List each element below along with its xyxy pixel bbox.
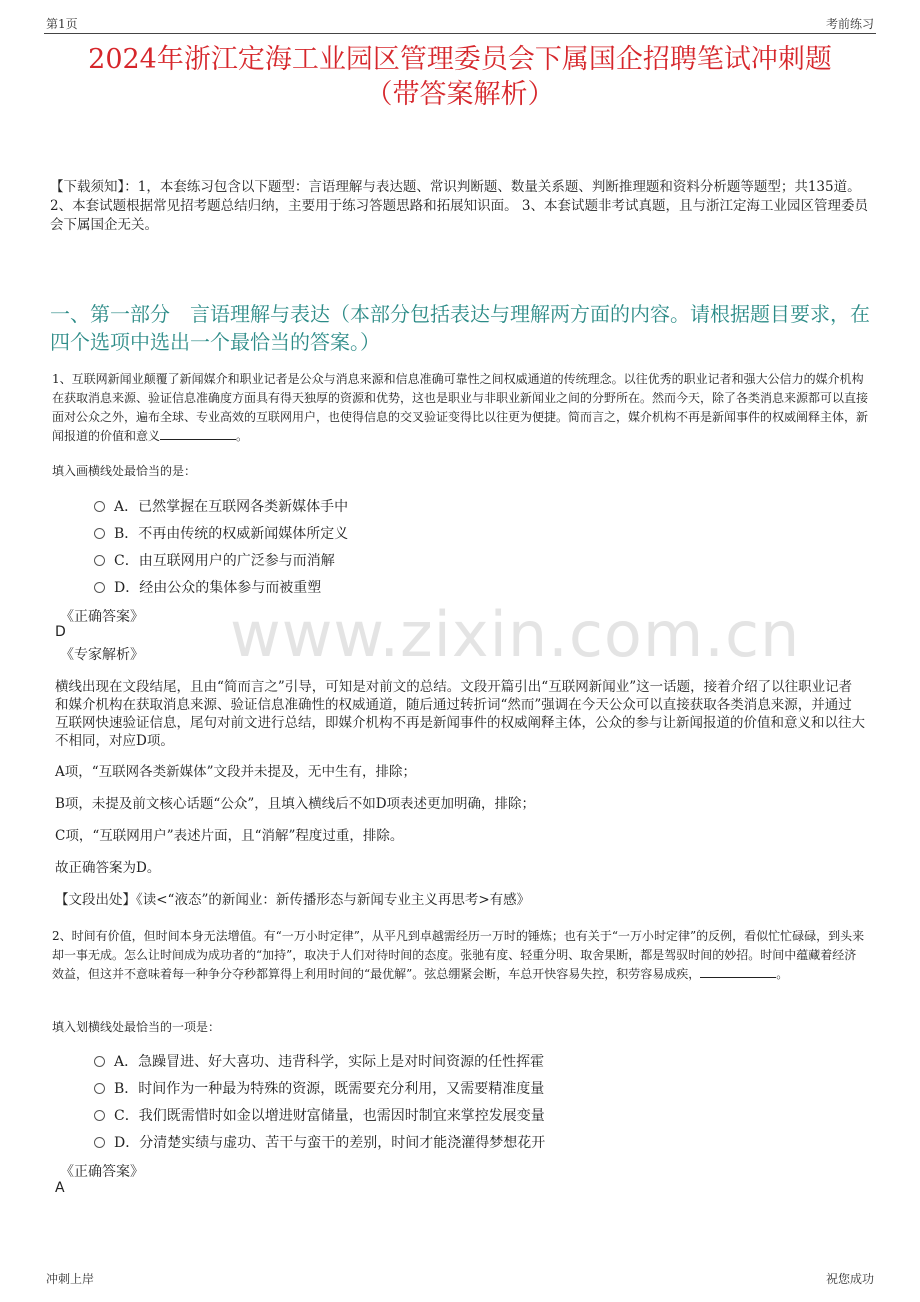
radio-icon[interactable]: [94, 1110, 105, 1121]
question-1-option-a[interactable]: A．已然掌握在互联网各类新媒体手中: [94, 496, 348, 516]
fill-blank: [700, 965, 776, 978]
question-2-option-c[interactable]: C．我们既需惜时如金以增进财富储量，也需因时制宜来掌控发展变量: [94, 1105, 545, 1125]
analysis-option-a: A项，“互联网各类新媒体”文段并未提及，无中生有，排除；: [55, 764, 417, 780]
question-2-option-b[interactable]: B．时间作为一种最为特殊的资源，既需要充分利用，又需要精准度量: [94, 1078, 544, 1098]
fill-blank: [160, 427, 236, 440]
analysis-option-c: C项，“互联网用户”表述片面，且“消解”程度过重，排除。: [55, 828, 404, 844]
download-notice: 【下载须知】：1，本套练习包含以下题型：言语理解与表达题、常识判断题、数量关系题、判断推理题和资料分析题等题型；共135道。 2、本套试题根据常见招考题总结归纳，主要用于练习答题思路和拓展知识面。 3、本套试题非考试真题，且与浙江定海工业园区管理委员会下属国企无关。: [50, 179, 868, 233]
page-header: [44, 13, 876, 34]
answer-label: 《正确答案》: [60, 1164, 144, 1180]
watermark: www.zixin.com.cn: [230, 598, 801, 671]
question-2-body: 2、时间有价值，但时间本身无法增值。有“一万小时定律”，从平凡到卓越需经历一万时的锤炼；也有关于“一万小时定律”的反例，看似忙忙碌碌，到头来却一事无成。怎么让时间成为成功者的“加持”，取决于人们对待时间的态度。张驰有度、轻重分明、取舍果断，都是驾驭时间的妙招。时间中蕴藏着经济效益，但这并不意味着每一种争分夺秒都算得上利用时间的“最优解”。弦总绷紧会断，车总开快容易失控，积劳容易成疾，: [52, 929, 865, 981]
question-2-prompt: 填入划横线处最恰当的一项是：: [52, 1020, 221, 1034]
answer-label: 《正确答案》: [60, 609, 144, 625]
radio-icon[interactable]: [94, 1056, 105, 1067]
analysis-paragraph: 横线出现在文段结尾，且由“简而言之”引导，可知是对前文的总结。文段开篇引出“互联网新闻业”这一话题，接着介绍了以往职业记者和媒介机构在获取消息来源、验证信息准确性的权威通道，随后通过转折词“然而”强调在今天公众可以直接获取各类消息来源，并通过互联网快速验证信息，尾句对前文进行总结，即媒介机构不再是新闻事件的权威阐释主体，公众的参与让新闻报道的价值和意义和以往大不相同，对应D项。: [55, 679, 865, 749]
radio-icon[interactable]: [94, 1083, 105, 1094]
question-1-body: 1、互联网新闻业颠覆了新闻媒介和职业记者是公众与消息来源和信息准确可靠性之间权威通道的传统理念。以往优秀的职业记者和强大公信力的媒介机构在获取消息来源、验证信息准确度方面具有得天独厚的资源和优势，这也是职业与非职业新闻业之间的分野所在。然而今天，除了各类消息来源都可以直接面对公众之外，遍布全球、专业高效的互联网用户，也使得信息的交叉验证变得比以往更为便捷。简而言之，媒介机构不再是新闻事件的权威阐释主体，新闻报道的价值和意义: [52, 372, 869, 443]
document-title: [40, 42, 880, 112]
question-2-text: 2、时间有价值，但时间本身无法增值。有“一万小时定律”，从平凡到卓越需经历一万时的锤炼；也有关于“一万小时定律”的反例，看似忙忙碌碌，到头来却一事无成。怎么让时间成为成功者的“加持”，取决于人们对待时间的态度。张驰有度、轻重分明、取舍果断，都是驾驭时间的妙招。时间中蕴藏着经济效益，但这并不意味着每一种争分夺秒都算得上利用时间的“最优解”。弦总绷紧会断，车总开快容易失控，积劳容易成疾， 。: [52, 929, 865, 981]
question-2-option-d[interactable]: D．分清楚实绩与虚功、苦干与蛮干的差别，时间才能浇灌得梦想花开: [94, 1132, 545, 1152]
radio-icon[interactable]: [94, 501, 105, 512]
question-1-prompt: 填入画横线处最恰当的是：: [52, 464, 197, 478]
question-1-option-b[interactable]: B．不再由传统的权威新闻媒体所定义: [94, 523, 348, 543]
header-tag: 考前练习: [825, 17, 874, 31]
analysis-label: 《专家解析》: [60, 647, 144, 663]
radio-icon[interactable]: [94, 1137, 105, 1148]
analysis-conclusion: 故正确答案为D。: [55, 860, 161, 876]
answer-value: D: [55, 624, 66, 640]
radio-icon[interactable]: [94, 582, 105, 593]
question-2-option-a[interactable]: A．急躁冒进、好大喜功、违背科学，实际上是对时间资源的任性挥霍: [94, 1051, 544, 1071]
question-1-text: 1、互联网新闻业颠覆了新闻媒介和职业记者是公众与消息来源和信息准确可靠性之间权威通道的传统理念。以往优秀的职业记者和强大公信力的媒介机构在获取消息来源、验证信息准确度方面具有得天独厚的资源和优势，这也是职业与非职业新闻业之间的分野所在。然而今天，除了各类消息来源都可以直接面对公众之外，遍布全球、专业高效的互联网用户，也使得信息的交叉验证变得比以往更为便捷。简而言之，媒介机构不再是新闻事件的权威阐释主体，新闻报道的价值和意义 。: [52, 372, 869, 443]
question-1-option-d[interactable]: D．经由公众的集体参与而被重塑: [94, 577, 321, 597]
source-citation: 【文段出处】《读<“液态”的新闻业：新传播形态与新闻专业主义再思考>有感》: [55, 892, 531, 908]
page-number: 第1页: [46, 17, 78, 31]
section-heading: 一、第一部分 言语理解与表达（本部分包括表达与理解两方面的内容。请根据题目要求，在四个选项中选出一个最恰当的答案。）: [50, 302, 870, 354]
title-line-1: 2024年浙江定海工业园区管理委员会下属国企招聘笔试冲刺题: [88, 44, 832, 75]
footer-right: 祝您成功: [825, 1272, 874, 1286]
footer-left: 冲刺上岸: [46, 1272, 95, 1286]
question-1-option-c[interactable]: C．由互联网用户的广泛参与而消解: [94, 550, 335, 570]
analysis-option-b: B项，未提及前文核心话题“公众”，且填入横线后不如D项表述更加明确，排除；: [55, 796, 536, 812]
title-line-2: （带答案解析）: [365, 79, 555, 110]
radio-icon[interactable]: [94, 528, 105, 539]
answer-value: A: [55, 1180, 65, 1196]
radio-icon[interactable]: [94, 555, 105, 566]
